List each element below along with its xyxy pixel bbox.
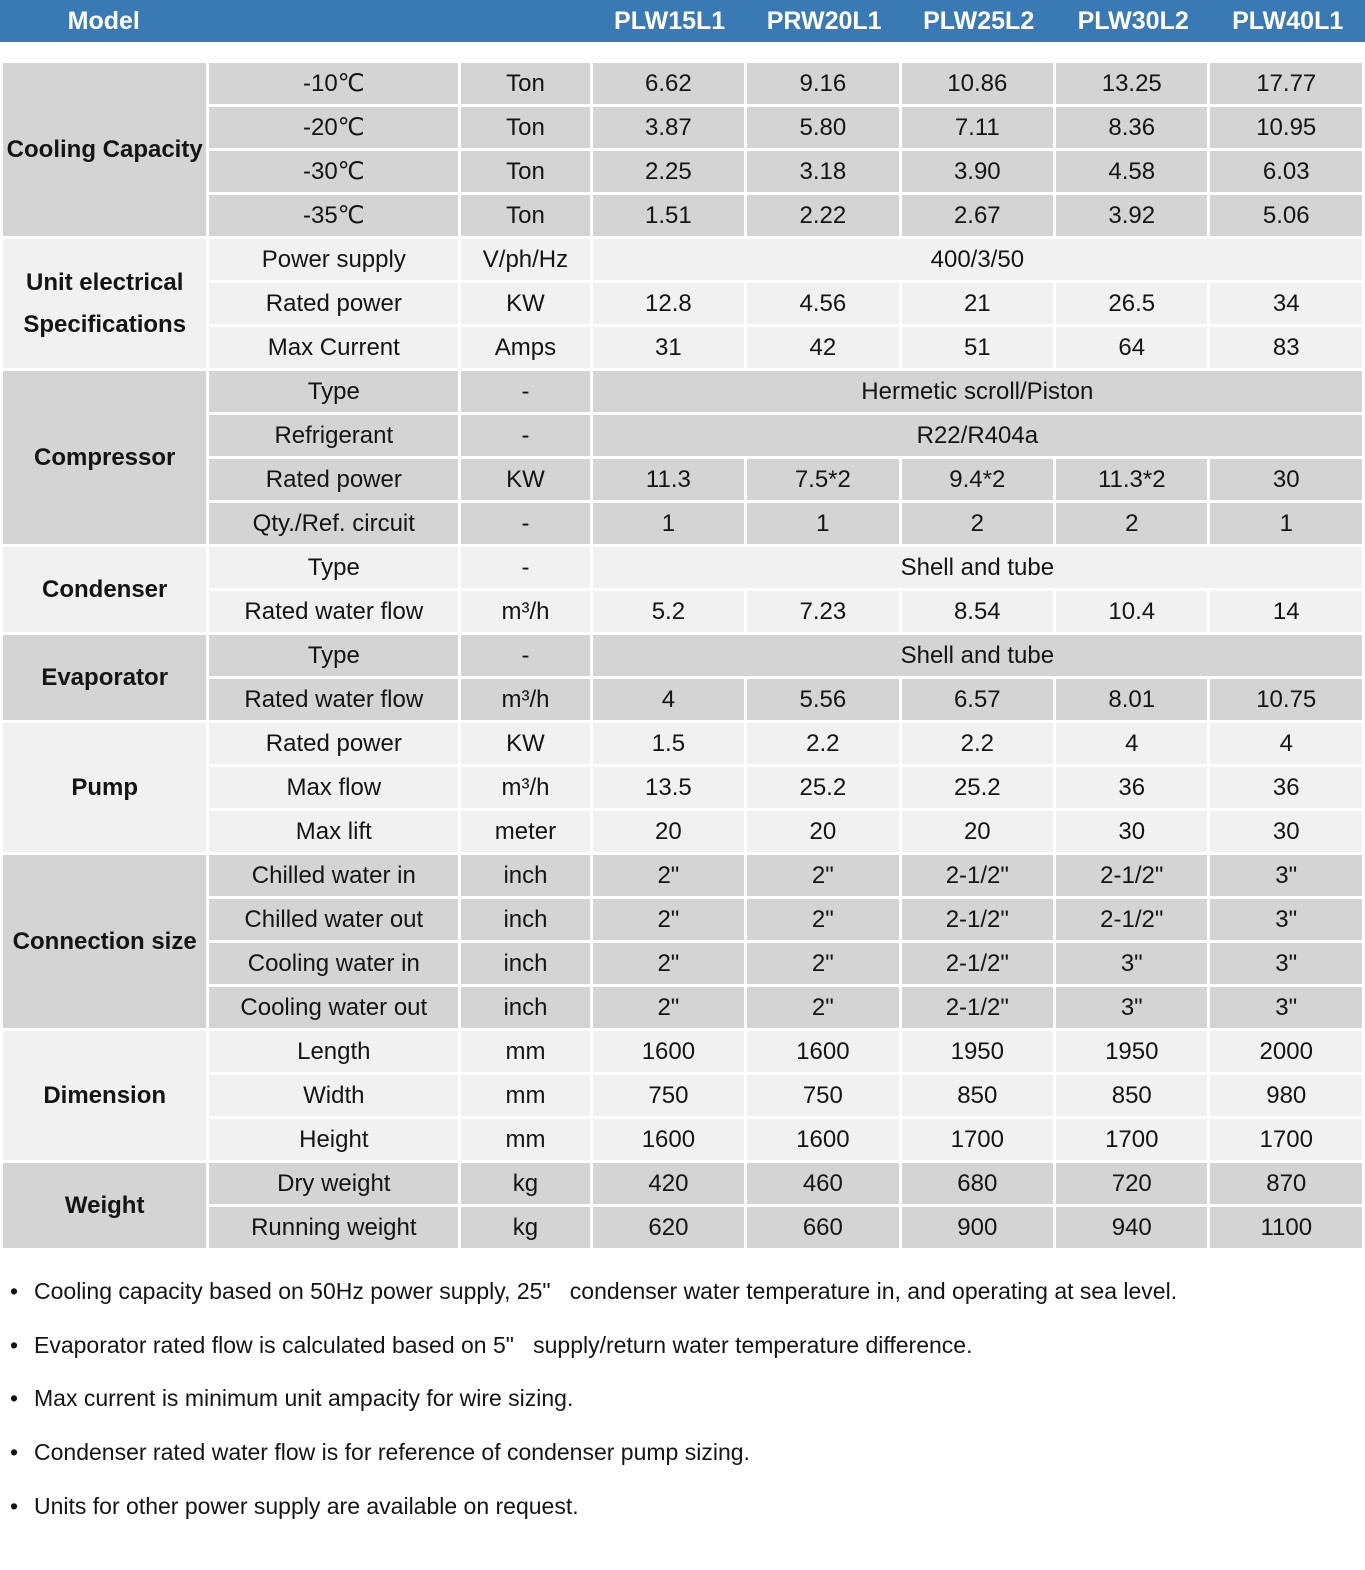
unit-label: m³/h (461, 591, 589, 632)
spec-label: Dry weight (209, 1163, 458, 1204)
spec-value: 940 (1056, 1207, 1207, 1248)
unit-label: - (461, 635, 589, 676)
spec-value: 9.16 (747, 63, 898, 104)
notes (8, 1275, 1357, 1522)
spec-value: 51 (902, 327, 1053, 368)
spec-label: -20℃ (209, 107, 458, 148)
spec-label: Type (209, 635, 458, 676)
spec-value: 1700 (1056, 1119, 1207, 1160)
spec-value: 2000 (1210, 1031, 1362, 1072)
spec-value: 870 (1210, 1163, 1362, 1204)
bullet-icon: • (10, 1331, 19, 1358)
unit-label: - (461, 503, 589, 544)
spec-label: Rated power (209, 723, 458, 764)
spec-value: 4 (593, 679, 744, 720)
spec-label: Max Current (209, 327, 458, 368)
spec-value: 3" (1056, 943, 1207, 984)
table-row (3, 195, 1362, 236)
unit-label: kg (461, 1163, 589, 1204)
spec-label: Width (209, 1075, 458, 1116)
table-row (3, 943, 1362, 984)
spec-value: 2-1/2" (1056, 899, 1207, 940)
table-row (3, 723, 1362, 764)
spec-value: 1700 (1210, 1119, 1362, 1160)
unit-label: Ton (461, 195, 589, 236)
unit-label: V/ph/Hz (461, 239, 589, 280)
group-label: Cooling Capacity (3, 63, 206, 236)
table-row (3, 459, 1362, 500)
spec-label: Max flow (209, 767, 458, 808)
unit-label: inch (461, 899, 589, 940)
spec-value: 31 (593, 327, 744, 368)
spec-value: 980 (1210, 1075, 1362, 1116)
unit-label: KW (461, 459, 589, 500)
spec-label: Rated power (209, 459, 458, 500)
spec-value: 1.51 (593, 195, 744, 236)
table-header (0, 0, 1365, 42)
spec-value: 3" (1210, 987, 1362, 1028)
spec-label: Type (209, 371, 458, 412)
group-label: Weight (3, 1163, 206, 1248)
spec-label: -10℃ (209, 63, 458, 104)
table-row (3, 151, 1362, 192)
spec-value: 1600 (593, 1031, 744, 1072)
spec-value: 30 (1210, 459, 1362, 500)
note-text: Condenser rated water flow is for reference of condenser pump sizing. (34, 1438, 750, 1465)
unit-label: m³/h (461, 679, 589, 720)
spec-value-span: Shell and tube (593, 635, 1362, 676)
spec-value: 10.86 (902, 63, 1053, 104)
spec-value: 2.25 (593, 151, 744, 192)
spec-value: 34 (1210, 283, 1362, 324)
spec-value: 83 (1210, 327, 1362, 368)
table-row (3, 63, 1362, 104)
spec-value: 720 (1056, 1163, 1207, 1204)
spec-value: 3" (1210, 943, 1362, 984)
table-row (3, 987, 1362, 1028)
table-row (3, 1163, 1362, 1204)
spec-label: Running weight (209, 1207, 458, 1248)
spec-label: -35℃ (209, 195, 458, 236)
spec-value: 1 (747, 503, 898, 544)
unit-label: - (461, 371, 589, 412)
spec-label: Max lift (209, 811, 458, 852)
spec-value: 2" (593, 987, 744, 1028)
spec-value: 1100 (1210, 1207, 1362, 1248)
spec-value: 3" (1210, 899, 1362, 940)
spec-value: 2-1/2" (1056, 855, 1207, 896)
spec-value: 660 (747, 1207, 898, 1248)
spec-value: 21 (902, 283, 1053, 324)
spec-value: 14 (1210, 591, 1362, 632)
header-model-label: Model (67, 6, 140, 35)
spec-value: 1700 (902, 1119, 1053, 1160)
unit-label: meter (461, 811, 589, 852)
unit-label: inch (461, 855, 589, 896)
table-row (3, 547, 1362, 588)
spec-value: 13.25 (1056, 63, 1207, 104)
spec-value: 420 (593, 1163, 744, 1204)
spec-label: Length (209, 1031, 458, 1072)
spec-value-span: Hermetic scroll/Piston (593, 371, 1362, 412)
spec-value: 36 (1056, 767, 1207, 808)
spec-value: 680 (902, 1163, 1053, 1204)
spec-value: 6.03 (1210, 151, 1362, 192)
unit-label: Amps (461, 327, 589, 368)
unit-label: kg (461, 1207, 589, 1248)
spec-value: 10.75 (1210, 679, 1362, 720)
header-model: PLW40L1 (1232, 6, 1344, 35)
spec-label: Power supply (209, 239, 458, 280)
spec-value: 4 (1210, 723, 1362, 764)
group-label: Evaporator (3, 635, 206, 720)
spec-label: Cooling water in (209, 943, 458, 984)
unit-label: Ton (461, 63, 589, 104)
table-row (3, 415, 1362, 456)
spec-value: 4.58 (1056, 151, 1207, 192)
note-text: Evaporator rated flow is calculated based on 5" supply/return water temperature difference. (34, 1331, 973, 1358)
bullet-icon: • (10, 1278, 19, 1304)
spec-value: 20 (593, 811, 744, 852)
table-row (3, 635, 1362, 676)
group-label: Unit electrical Specifications (3, 239, 206, 368)
spec-label: Qty./Ref. circuit (209, 503, 458, 544)
spec-value: 3" (1210, 855, 1362, 896)
header-model: PLW30L2 (1077, 6, 1189, 35)
note-item (8, 1329, 1357, 1362)
unit-label: KW (461, 283, 589, 324)
table-row (3, 591, 1362, 632)
spec-value: 20 (747, 811, 898, 852)
spec-value: 8.54 (902, 591, 1053, 632)
spec-value: 64 (1056, 327, 1207, 368)
spec-value: 2 (902, 503, 1053, 544)
spec-value: 750 (593, 1075, 744, 1116)
spec-value: 25.2 (902, 767, 1053, 808)
spec-value: 11.3 (593, 459, 744, 500)
spec-label: -30℃ (209, 151, 458, 192)
spec-value: 2-1/2" (902, 943, 1053, 984)
spec-label: Chilled water out (209, 899, 458, 940)
spec-label: Type (209, 547, 458, 588)
note-item (8, 1275, 1357, 1308)
spec-value: 1600 (593, 1119, 744, 1160)
spec-value: 20 (902, 811, 1053, 852)
spec-value: 36 (1210, 767, 1362, 808)
spec-value: 2 (1056, 503, 1207, 544)
spec-value: 620 (593, 1207, 744, 1248)
spec-value: 2.2 (902, 723, 1053, 764)
spec-value: 5.80 (747, 107, 898, 148)
spec-value: 2" (747, 987, 898, 1028)
spec-value: 2" (747, 899, 898, 940)
note-item (8, 1436, 1357, 1469)
spec-value: 3.90 (902, 151, 1053, 192)
spec-value: 8.01 (1056, 679, 1207, 720)
spec-value-span: Shell and tube (593, 547, 1362, 588)
unit-label: Ton (461, 107, 589, 148)
spec-value: 6.57 (902, 679, 1053, 720)
spec-value: 2-1/2" (902, 855, 1053, 896)
unit-label: KW (461, 723, 589, 764)
header-model: PRW20L1 (766, 6, 882, 35)
spec-value: 750 (747, 1075, 898, 1116)
spec-value: 2.22 (747, 195, 898, 236)
spec-value: 7.11 (902, 107, 1053, 148)
table-row (3, 679, 1362, 720)
table-row (3, 1119, 1362, 1160)
spec-value: 2-1/2" (902, 987, 1053, 1028)
spec-value: 17.77 (1210, 63, 1362, 104)
note-text: Cooling capacity based on 50Hz power supply, 25" condenser water temperature in, and operating at sea level. (34, 1278, 1178, 1304)
table-row (3, 1075, 1362, 1116)
table-row (3, 899, 1362, 940)
unit-label: mm (461, 1075, 589, 1116)
table-row (3, 371, 1362, 412)
table-row (3, 1031, 1362, 1072)
table-row (3, 239, 1362, 280)
spec-value: 11.3*2 (1056, 459, 1207, 500)
unit-label: inch (461, 943, 589, 984)
table-row (3, 283, 1362, 324)
spec-value: 2.2 (747, 723, 898, 764)
spec-value: 4.56 (747, 283, 898, 324)
note-item (8, 1490, 1357, 1523)
unit-label: mm (461, 1031, 589, 1072)
spec-label: Height (209, 1119, 458, 1160)
spec-label: Refrigerant (209, 415, 458, 456)
spec-value: 1600 (747, 1119, 898, 1160)
table-row (3, 1207, 1362, 1248)
unit-label: m³/h (461, 767, 589, 808)
spec-value: 13.5 (593, 767, 744, 808)
group-label: Pump (3, 723, 206, 852)
spec-value: 7.5*2 (747, 459, 898, 500)
spec-label: Chilled water in (209, 855, 458, 896)
spec-label: Rated power (209, 283, 458, 324)
spec-value: 3.18 (747, 151, 898, 192)
spec-value: 9.4*2 (902, 459, 1053, 500)
group-label: Connection size (3, 855, 206, 1028)
note-item (8, 1382, 1357, 1415)
unit-label: - (461, 415, 589, 456)
table-row (3, 327, 1362, 368)
table-row (3, 107, 1362, 148)
spec-value: 2" (747, 855, 898, 896)
group-label: Dimension (3, 1031, 206, 1160)
group-label: Condenser (3, 547, 206, 632)
spec-value: 3" (1056, 987, 1207, 1028)
spec-value: 5.56 (747, 679, 898, 720)
spec-value: 7.23 (747, 591, 898, 632)
spec-value: 460 (747, 1163, 898, 1204)
spec-value: 5.06 (1210, 195, 1362, 236)
table-row (3, 767, 1362, 808)
spec-value: 6.62 (593, 63, 744, 104)
bullet-icon: • (10, 1438, 19, 1465)
bullet-icon: • (10, 1385, 19, 1412)
note-text: Units for other power supply are available on request. (34, 1492, 579, 1519)
spec-value: 2" (593, 899, 744, 940)
unit-label: Ton (461, 151, 589, 192)
bullet-icon: • (10, 1492, 19, 1519)
spec-value: 10.4 (1056, 591, 1207, 632)
table-row (3, 503, 1362, 544)
spec-value: 850 (1056, 1075, 1207, 1116)
spec-value: 2.67 (902, 195, 1053, 236)
spec-value-span: R22/R404a (593, 415, 1362, 456)
spec-value: 1600 (747, 1031, 898, 1072)
unit-label: mm (461, 1119, 589, 1160)
header-model: PLW25L2 (923, 6, 1035, 35)
spec-value: 12.8 (593, 283, 744, 324)
spec-value: 2" (593, 943, 744, 984)
spec-value: 30 (1210, 811, 1362, 852)
spec-label: Rated water flow (209, 591, 458, 632)
spec-value: 25.2 (747, 767, 898, 808)
spec-value: 2-1/2" (902, 899, 1053, 940)
spec-value: 8.36 (1056, 107, 1207, 148)
spec-value: 3.92 (1056, 195, 1207, 236)
spec-value: 1950 (902, 1031, 1053, 1072)
spec-value: 2" (747, 943, 898, 984)
spec-label: Cooling water out (209, 987, 458, 1028)
spec-value: 1.5 (593, 723, 744, 764)
note-text: Max current is minimum unit ampacity for wire sizing. (34, 1385, 574, 1412)
spec-value: 30 (1056, 811, 1207, 852)
spec-value: 850 (902, 1075, 1053, 1116)
unit-label: inch (461, 987, 589, 1028)
spec-value: 3.87 (593, 107, 744, 148)
spec-value: 1 (593, 503, 744, 544)
spec-value: 900 (902, 1207, 1053, 1248)
spec-value: 1950 (1056, 1031, 1207, 1072)
table-row (3, 811, 1362, 852)
spec-value-span: 400/3/50 (593, 239, 1362, 280)
header-model: PLW15L1 (614, 6, 726, 35)
spec-table (0, 60, 1365, 1251)
table-row (3, 855, 1362, 896)
spec-value: 1 (1210, 503, 1362, 544)
unit-label: - (461, 547, 589, 588)
spec-value: 42 (747, 327, 898, 368)
spec-table-body (3, 63, 1362, 1248)
spec-value: 5.2 (593, 591, 744, 632)
spec-value: 10.95 (1210, 107, 1362, 148)
spec-value: 2" (593, 855, 744, 896)
group-label: Compressor (3, 371, 206, 544)
spec-label: Rated water flow (209, 679, 458, 720)
spec-value: 26.5 (1056, 283, 1207, 324)
spec-value: 4 (1056, 723, 1207, 764)
